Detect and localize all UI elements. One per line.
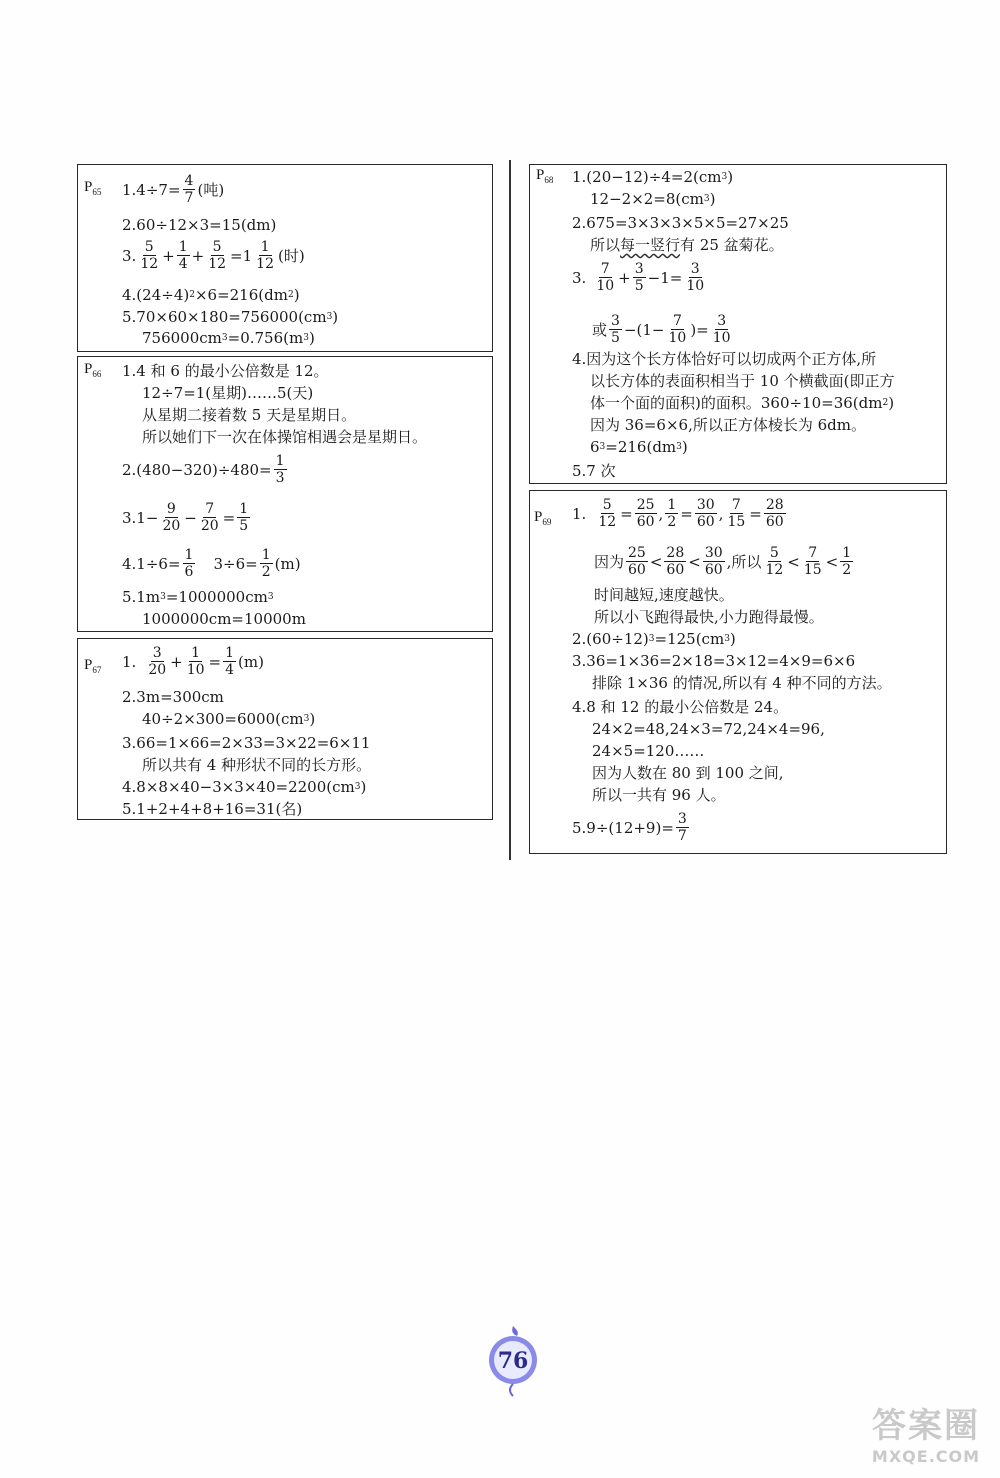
answer-line: 2.60÷12×3=15(dm) [122, 216, 277, 234]
section-label: $P_{66}$ [84, 361, 102, 379]
answer-line: 以长方体的表面积相当于 10 个横截面(即正方 [590, 372, 895, 390]
answer-line: 1. $\frac{5}{12}$ = $\frac{25}{60}$ , $\frac{1}{2}$ = $\frac{30}{60}$ , $\frac{7}{15}$ = $\frac{28}{60}$ [572, 497, 784, 530]
answer-line: 1.4 和 6 的最小公倍数是 12。 [122, 362, 329, 380]
answer-line: 所以共有 4 种形状不同的长方形。 [142, 756, 372, 774]
answer-line: 2.(480−320)÷480= $\frac{1}{3}$ [122, 453, 285, 486]
answer-line: 3.1− $\frac{9}{20}$ − $\frac{7}{20}$ = $\frac{1}{5}$ [122, 501, 249, 534]
answer-line: 5.7 次 [572, 462, 616, 480]
answer-line: 6 3 =216(dm 3 ) [590, 438, 688, 456]
answer-line: 4.8 和 12 的最小公倍数是 24。 [572, 698, 789, 716]
answer-line: 5.70×60×180=756000(cm 3 ) [122, 308, 339, 326]
answer-line: 1000000cm=10000m [142, 610, 306, 628]
answer-line: 4.因为这个长方体恰好可以切成两个正方体,所 [572, 350, 877, 368]
answer-line: 排除 1×36 的情况,所以有 4 种不同的方法。 [592, 674, 892, 692]
section-label: $P_{67}$ [84, 657, 102, 675]
answer-line: 1.4÷7= $\frac{4}{7}$ (吨) [122, 173, 225, 206]
section-label: $P_{68}$ [536, 167, 554, 185]
answer-line: 4.8×8×40−3×3×40=2200(cm 3 ) [122, 778, 367, 796]
answer-line: 1.(20−12)÷4=2(cm 3 ) [572, 168, 734, 186]
page-number-badge [483, 1322, 543, 1400]
answer-line: 或 $\frac{3}{5}$ −(1− $\frac{7}{10}$ )= $\frac{3}{10}$ [592, 313, 731, 346]
section-label: $P_{69}$ [534, 509, 552, 527]
answer-line: 3.36=1×36=2×18=3×12=4×9=6×6 [572, 652, 856, 670]
answer-line: 24×5=120…… [592, 742, 705, 760]
answer-line: 24×2=48,24×3=72,24×4=96, [592, 720, 825, 738]
answer-line: 因为人数在 80 到 100 之间, [592, 764, 784, 782]
section-p66 [77, 356, 493, 632]
answer-line: 756000cm 3 =0.756(m 3 ) [142, 329, 315, 347]
answer-line: 3. $\frac{5}{12}$ + $\frac{1}{4}$ + $\frac{5}{12}$ =1 $\frac{1}{12}$ (时) [122, 239, 305, 272]
answer-line: 5.1+2+4+8+16=31(名) [122, 800, 303, 818]
watermark-line2: MXQE.COM [871, 1447, 981, 1466]
answer-line: 所以一共有 96 人。 [592, 786, 726, 804]
answer-line: 1. $\frac{3}{20}$ + $\frac{1}{10}$ = $\frac{1}{4}$ (m) [122, 645, 264, 678]
answer-line: 4.1÷6= $\frac{1}{6}$ 3÷6= $\frac{1}{2}$ (m) [122, 547, 301, 580]
answer-line: 时间越短,速度越快。 [594, 586, 734, 604]
column-divider [509, 160, 511, 860]
watermark-logo [866, 1398, 986, 1468]
answer-line: 4.(24÷4) 2 ×6=216(dm 2 ) [122, 286, 300, 304]
answer-line: 12÷7=1(星期)……5(天) [142, 384, 314, 402]
answer-line: 从星期二接着数 5 天是星期日。 [142, 406, 357, 424]
page-number: 76 [497, 1348, 529, 1374]
answer-line: 12−2×2=8(cm 3 ) [590, 190, 716, 208]
answer-line: 所以她们下一次在体操馆相遇会是星期日。 [142, 428, 428, 446]
answer-line: 2.(60÷12) 3 =125(cm 3 ) [572, 630, 736, 648]
answer-line: 所以 每一竖行 有 25 盆菊花。 [590, 236, 784, 254]
section-p65 [77, 164, 493, 352]
answer-line: 体一个面的面积)的面积。360÷10=36(dm 2 ) [590, 394, 895, 412]
section-p69 [529, 490, 947, 854]
answer-line: 3. $\frac{7}{10}$ + $\frac{3}{5}$ −1= $\frac{3}{10}$ [572, 261, 705, 294]
answer-line: 因为 36=6×6,所以正方体棱长为 6dm。 [590, 416, 866, 434]
section-p68 [529, 164, 947, 484]
section-label: $P_{65}$ [84, 179, 102, 197]
answer-line: 2.3m=300cm [122, 688, 224, 706]
answer-line: 40÷2×300=6000(cm 3 ) [142, 710, 316, 728]
answer-line: 5.9÷(12+9)= $\frac{3}{7}$ [572, 811, 687, 844]
answer-line: 3.66=1×66=2×33=3×22=6×11 [122, 734, 371, 752]
answer-line: 因为 $\frac{25}{60}$ < $\frac{28}{60}$ < $\frac{30}{60}$ ,所以 $\frac{5}{12}$ < $\frac{7}{15}$ < $\frac{1}{2}$ [594, 545, 852, 578]
section-p67 [77, 638, 493, 820]
answer-line: 2.675=3×3×3×5×5=27×25 [572, 214, 789, 232]
watermark-line1: 答案圈 [872, 1406, 980, 1446]
answer-line: 所以小飞跑得最快,小力跑得最慢。 [594, 608, 824, 626]
answer-line: 5.1m 3 =1000000cm 3 [122, 588, 274, 606]
page-badge-icon [483, 1322, 543, 1400]
